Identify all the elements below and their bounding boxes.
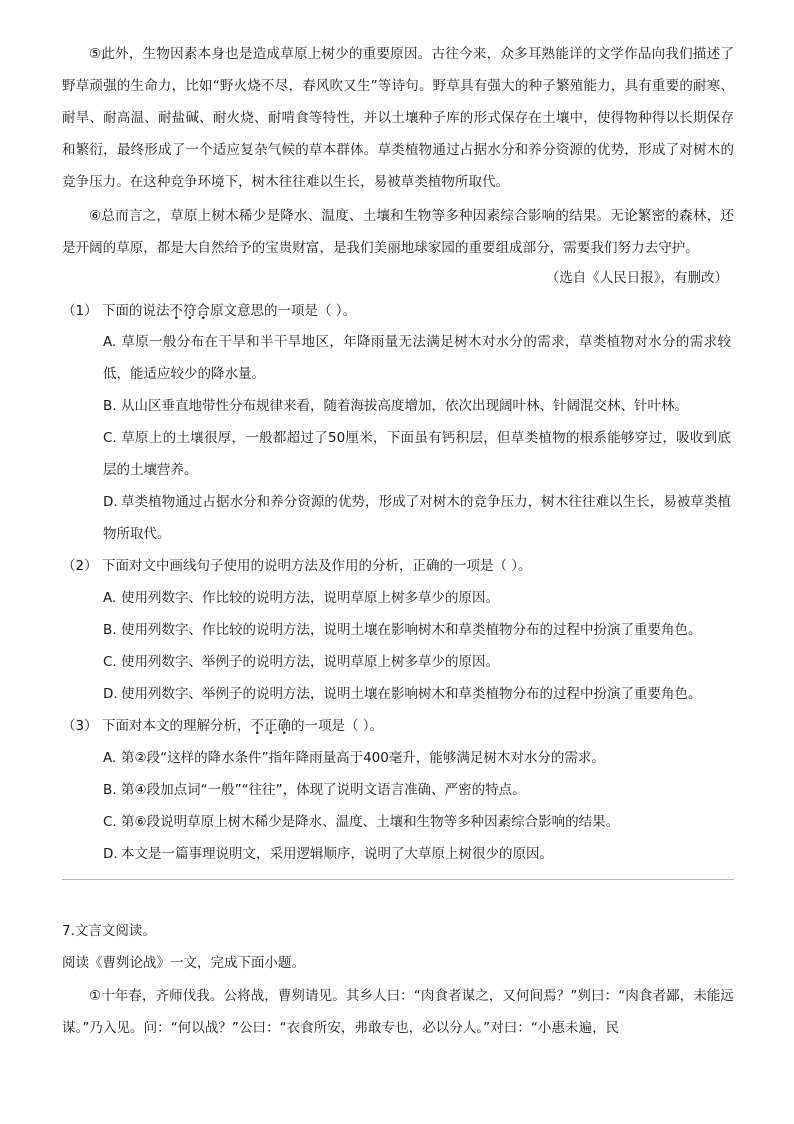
question-number: （2） (62, 558, 98, 574)
question-1-option-d (103, 486, 731, 550)
option-text: 第④段加点词“一般”“往往”，体现了说明文语言准确、严密的特点。 (121, 782, 526, 798)
option-text: 第②段“这样的降水条件”指年降雨量高于400毫升，能够满足树木对水分的需求。 (121, 750, 605, 766)
emphasis-dotted-char: 不 (250, 718, 264, 734)
option-letter: D. (103, 846, 118, 862)
option-text: 使用列数字、作比较的说明方法，说明草原上树多草少的原因。 (121, 590, 499, 606)
question-1-option-b (103, 390, 731, 422)
question-2-option-b (103, 614, 731, 646)
option-text: 使用列数字、举例子的说明方法，说明草原上树多草少的原因。 (121, 654, 499, 670)
option-letter: D. (103, 686, 118, 702)
option-letter: B. (103, 622, 117, 638)
question-2-option-d (103, 678, 731, 710)
question-2-stem (62, 556, 734, 576)
emphasis-dotted-char: 确 (277, 718, 291, 734)
emphasis-dotted-char: 不 (169, 303, 183, 319)
question-3-option-a (103, 742, 731, 774)
passage-paragraph-5: ⑤此外，生物因素本身也是造成草原上树少的重要原因。古往今来，众多耳熟能详的文学作品向我们描述了野草顽强的生命力，比如“野火烧不尽，春风吹又生”等诗句。野草具有强大的种子繁殖能力，具有重要的耐寒、耐旱、耐高温、耐盐碱、耐火烧、耐啃食等特性，并以土壤种子库的形式保存在土壤中，使得物种得以长期保存和繁衍，最终形成了一个适应复杂气候的草本群体。草类植物通过占据水分和养分资源的优势，形成了对树木的竞争压力。在这种竞争环境下，树木往往难以生长，易被草类植物所取代。 (62, 46, 734, 190)
option-text: 使用列数字、举例子的说明方法，说明土壤在影响树木和草类植物分布的过程中扮演了重要角色。 (121, 686, 702, 702)
option-text: 草原一般分布在干旱和半干旱地区，年降雨量无法满足树木对水分的需求，草类植物对水分的需求较低，能适应较少的降水量。 (103, 334, 731, 382)
question-text-pre: 下面对本文的理解分析， (102, 718, 251, 734)
option-text: 第⑥段说明草原上树木稀少是降水、温度、土壤和生物等多种因素综合影响的结果。 (121, 814, 620, 830)
question-1-stem (62, 301, 734, 321)
question-1-option-a (103, 326, 731, 390)
option-text: 草原上的土壤很厚，一般都超过了50厘米，下面虽有钙积层，但草类植物的根系能够穿过，吸收到底层的土壤营养。 (103, 430, 731, 478)
question-3-stem (62, 716, 734, 736)
question-1-option-c (103, 422, 731, 486)
question-text-post: 的一项是（ ）。 (291, 718, 384, 734)
emphasis-dotted-char: 正 (264, 718, 278, 734)
question-text: 下面对文中画线句子使用的说明方法及作用的分析，正确的一项是（ ）。 (102, 558, 532, 574)
option-letter: A. (103, 590, 117, 606)
option-text: 从山区垂直地带性分布规律来看，随着海拔高度增加，依次出现阔叶林、针阔混交林、针叶林。 (121, 398, 688, 414)
passage-paragraph-6: ⑥总而言之，草原上树木稀少是降水、温度、土壤和生物等多种因素综合影响的结果。无论繁密的森林，还是开阔的草原，都是大自然给予的宝贵财富，是我们美丽地球家园的重要组成部分，需要我们努力去守护。 (62, 208, 734, 256)
passage-source: （选自《人民日报》，有删改） (545, 270, 728, 286)
question-3-option-c (103, 806, 731, 838)
section-7-heading: 7.文言文阅读。 (62, 923, 156, 939)
classical-text-paragraph-1: ①十年春，齐师伐我。公将战，曹刿请见。其乡人曰：“肉食者谋之，又何间焉？”刿曰：“肉食者鄙，未能远谋。”乃入见。问：“何以战？”公曰：“衣食所安，弗敢专也，必以分人。”对曰：“小惠未遍，民 (62, 988, 734, 1036)
question-3-option-b (103, 774, 731, 806)
option-letter: B. (103, 782, 117, 798)
question-number: （3） (62, 718, 98, 734)
emphasis-dotted-char: 符 (183, 303, 197, 319)
option-letter: A. (103, 750, 117, 766)
emphasis-dotted-char: 合 (196, 303, 210, 319)
section-divider (62, 879, 734, 880)
option-letter: B. (103, 398, 117, 414)
option-text: 草类植物通过占据水分和养分资源的优势，形成了对树木的竞争压力，树木往往难以生长，易被草类植物所取代。 (103, 494, 731, 542)
question-3-option-d (103, 838, 731, 870)
option-letter: C. (103, 654, 117, 670)
option-letter: D. (103, 494, 118, 510)
section-7-instruction: 阅读《曹刿论战》一文，完成下面小题。 (62, 955, 305, 971)
question-number: （1） (62, 303, 98, 319)
option-letter: C. (103, 430, 117, 446)
option-letter: C. (103, 814, 117, 830)
question-2-option-c (103, 646, 731, 678)
option-text: 本文是一篇事理说明文，采用逻辑顺序，说明了大草原上树很少的原因。 (121, 846, 553, 862)
question-2-option-a (103, 582, 731, 614)
option-letter: A. (103, 334, 117, 350)
question-text-pre: 下面的说法 (102, 303, 170, 319)
option-text: 使用列数字、作比较的说明方法，说明土壤在影响树木和草类植物分布的过程中扮演了重要角色。 (121, 622, 702, 638)
question-text-post: 原文意思的一项是（ ）。 (210, 303, 357, 319)
